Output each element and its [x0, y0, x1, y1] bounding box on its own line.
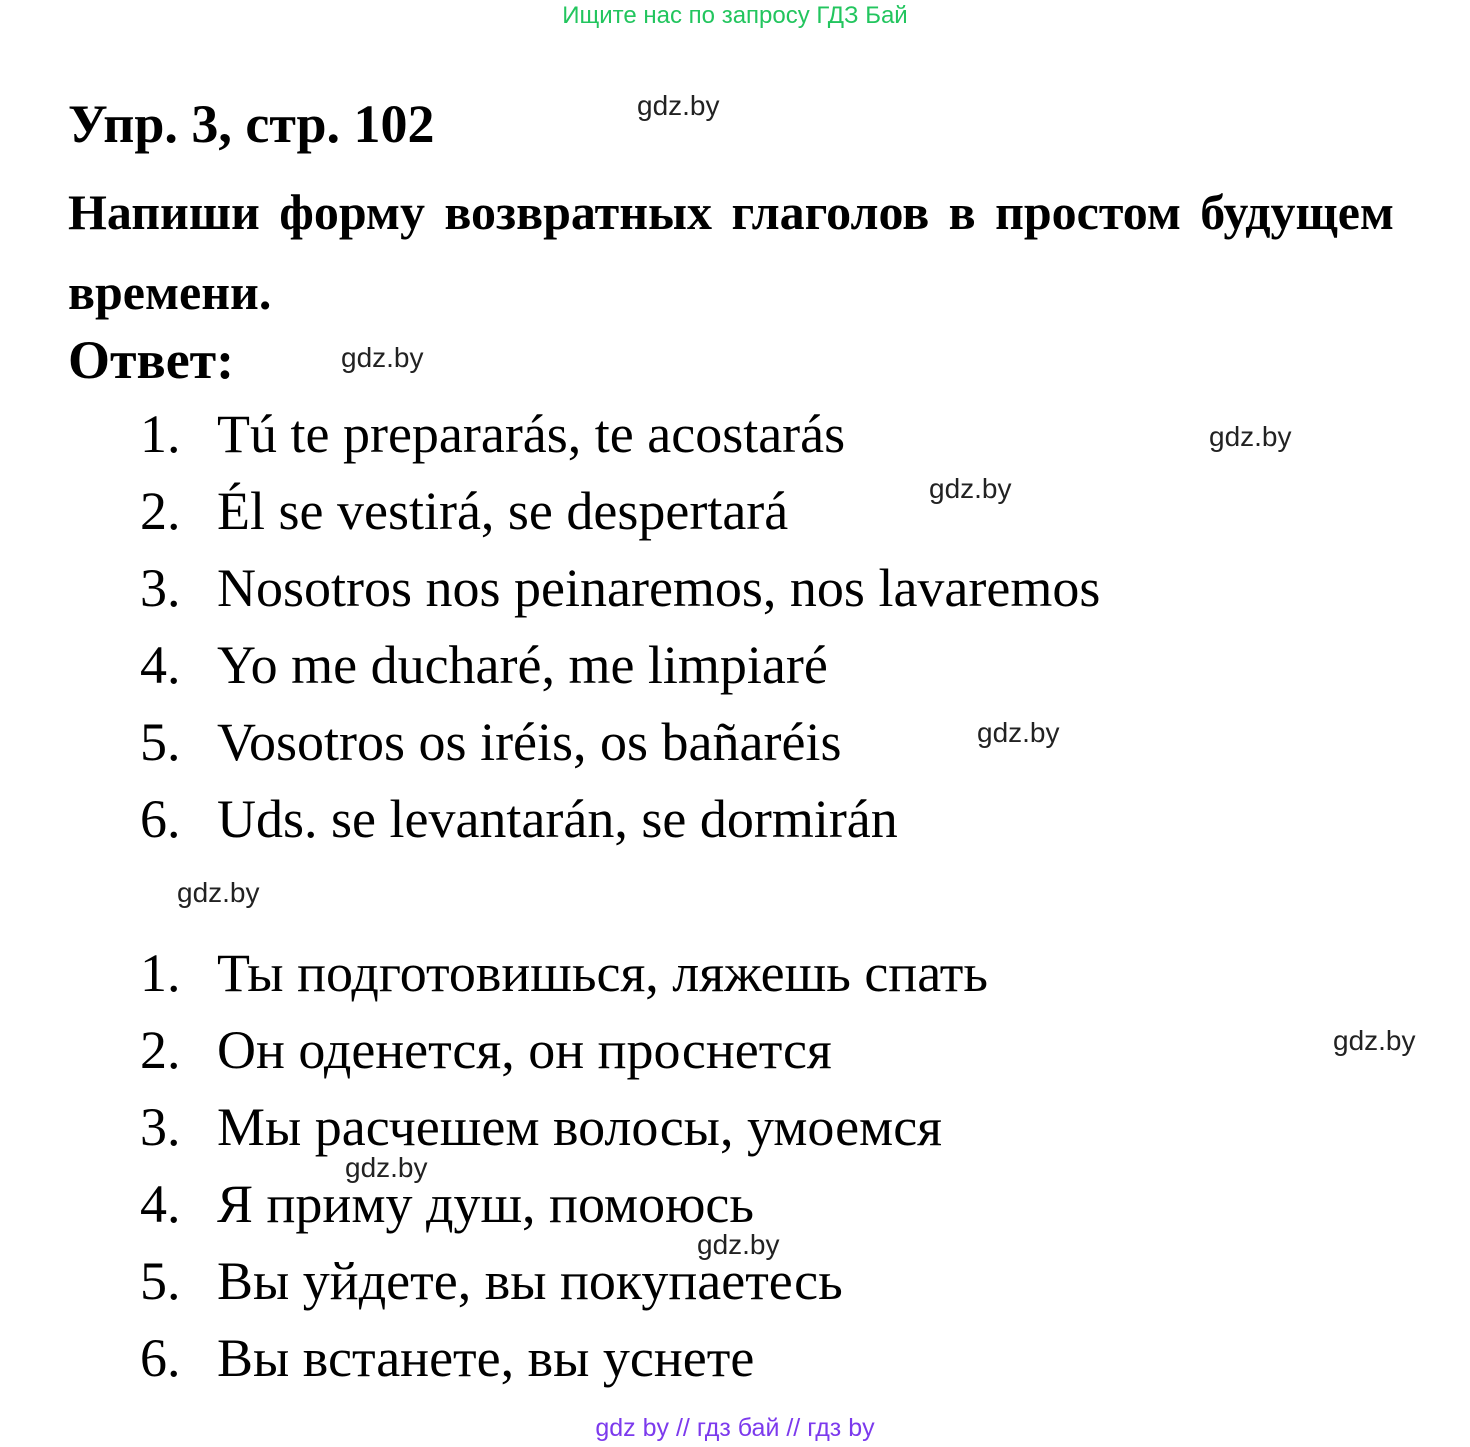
list-item [140, 710, 841, 774]
list-item [140, 479, 788, 543]
item-text: Nosotros nos peinaremos, nos lavaremos [217, 558, 1101, 618]
item-text: Vosotros os iréis, os bañaréis [217, 712, 842, 772]
item-number: 6. [140, 1328, 181, 1388]
list-item [140, 1326, 754, 1390]
item-number: 5. [140, 1251, 181, 1311]
item-number: 6. [140, 789, 181, 849]
list-item [140, 941, 988, 1005]
item-text: Ты подготовишься, ляжешь спать [217, 943, 989, 1003]
list-item [140, 1172, 754, 1236]
item-number: 5. [140, 712, 181, 772]
task-text: Напиши форму возвратных глаголов в простом будущем времени. [68, 184, 1394, 320]
item-text: Tú te prepararás, te acostarás [217, 404, 846, 464]
item-text: Я приму душ, помоюсь [217, 1174, 755, 1234]
item-number: 3. [140, 558, 181, 618]
item-number: 1. [140, 943, 181, 1003]
item-text: Вы уйдете, вы покупаетесь [217, 1251, 843, 1311]
item-text: Yo me ducharé, me limpiaré [217, 635, 828, 695]
watermark: gdz.by [1333, 1025, 1416, 1056]
watermark: gdz.by [177, 877, 260, 908]
watermark: gdz.by [345, 1152, 428, 1183]
answer-label: Ответ: [68, 330, 235, 390]
watermark: gdz.by [341, 342, 424, 373]
item-number: 4. [140, 1174, 181, 1234]
item-text: Он оденется, он проснется [217, 1020, 832, 1080]
item-number: 4. [140, 635, 181, 695]
item-number: 2. [140, 481, 181, 541]
watermark: gdz.by [977, 717, 1060, 748]
item-number: 2. [140, 1020, 181, 1080]
item-text: Él se vestirá, se despertará [217, 481, 789, 541]
item-text: Мы расчешем волосы, умоемся [217, 1097, 943, 1157]
item-text: Uds. se levantarán, se dormirán [217, 789, 898, 849]
list-item [140, 556, 1100, 620]
watermark: gdz.by [637, 90, 720, 121]
item-text: Вы встанете, вы уснете [217, 1328, 755, 1388]
item-number: 1. [140, 404, 181, 464]
search-hint-banner: Ищите нас по запросу ГДЗ Бай [562, 2, 908, 29]
list-item [140, 787, 898, 851]
list-item [140, 1095, 942, 1159]
list-item [140, 402, 845, 466]
watermark: gdz.by [929, 473, 1012, 504]
exercise-title: Упр. 3, стр. 102 [68, 94, 435, 154]
watermark: gdz.by [1209, 421, 1292, 452]
footer-watermark: gdz by // гдз бай // гдз by [595, 1414, 875, 1442]
list-item [140, 633, 828, 697]
watermark: gdz.by [697, 1229, 780, 1260]
list-item [140, 1018, 832, 1082]
item-number: 3. [140, 1097, 181, 1157]
